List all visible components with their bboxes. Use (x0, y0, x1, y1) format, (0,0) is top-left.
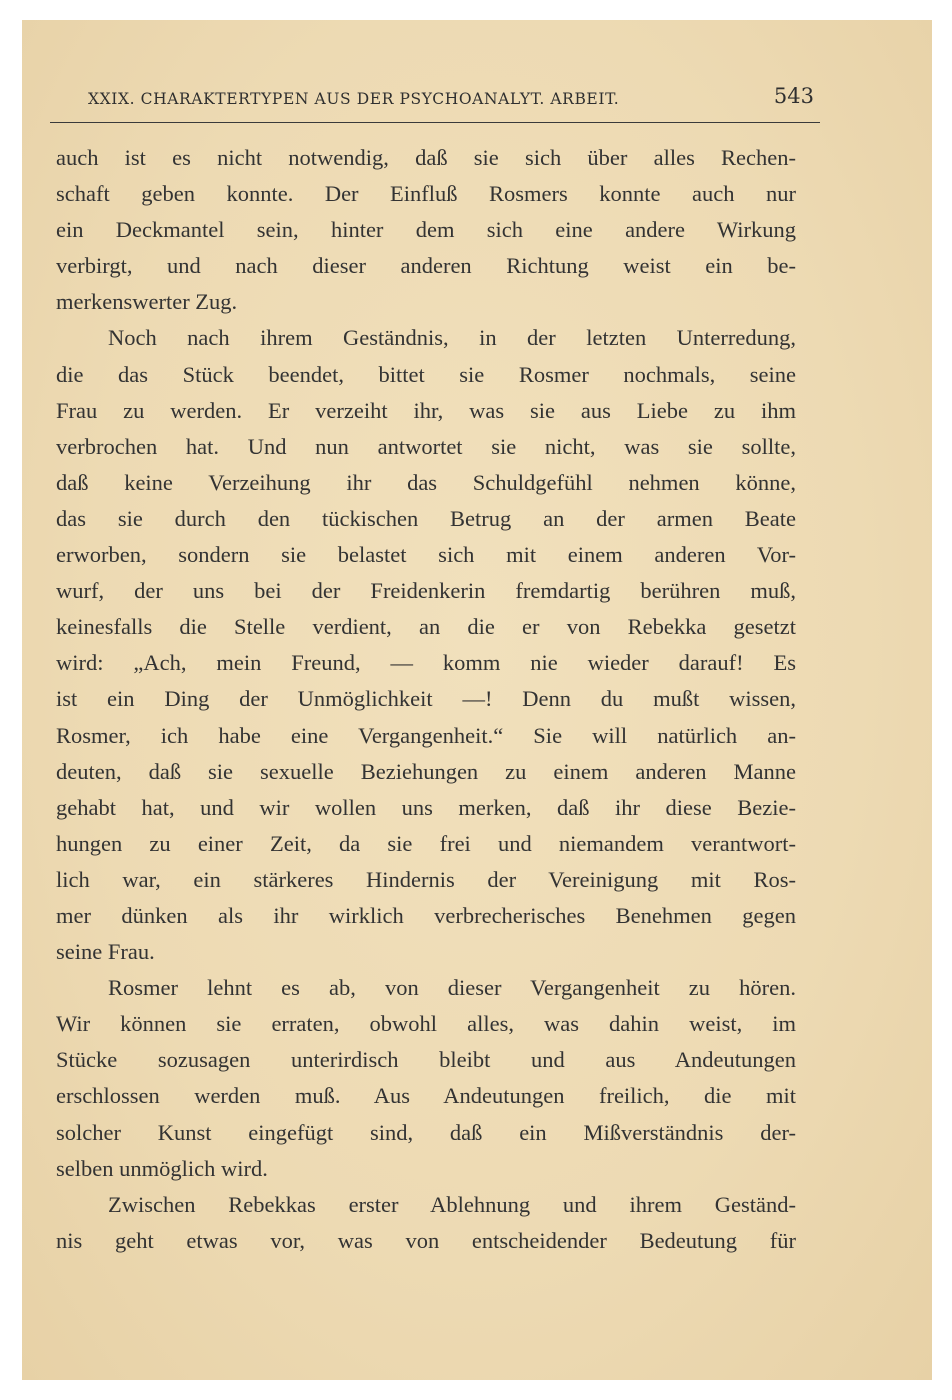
text-line: ist ein Ding der Unmöglichkeit —! Denn du mußt wissen, (56, 686, 796, 712)
text-line: das sie durch den tückischen Betrug an der armen Beate (56, 505, 796, 531)
paragraph-3 (56, 970, 796, 1187)
text-line: gehabt hat, und wir wollen uns merken, daß ihr diese Bezie- (56, 794, 796, 820)
text-line: verbirgt, und nach dieser anderen Richtung weist ein be- (56, 253, 796, 279)
paragraph-1 (56, 140, 796, 320)
page-header (50, 82, 820, 123)
text-line: merkenswerter Zug. (56, 289, 238, 315)
text-line: lich war, ein stärkeres Hindernis der Vereinigung mit Ros- (56, 866, 796, 892)
text-line: auch ist es nicht notwendig, daß sie sich über alles Rechen- (56, 145, 796, 170)
text-line: keinesfalls die Stelle verdient, an die er von Rebekka gesetzt (56, 614, 796, 640)
text-line: Rosmer lehnt es ab, von dieser Vergangenheit zu hören. (108, 975, 796, 1001)
paragraph-2 (56, 320, 796, 970)
paragraph-4 (56, 1187, 796, 1259)
text-line: hungen zu einer Zeit, da sie frei und niemandem verantwort- (56, 830, 796, 856)
text-line: die das Stück beendet, bittet sie Rosmer nochmals, seine (56, 361, 796, 387)
text-line: verbrochen hat. Und nun antwortet sie nicht, was sie sollte, (56, 433, 796, 459)
text-line: Wir können sie erraten, obwohl alles, was dahin weist, im (56, 1011, 796, 1037)
text-line: erschlossen werden muß. Aus Andeutungen freilich, die mit (56, 1083, 796, 1109)
page-number: 543 (773, 84, 814, 108)
text-line: Rosmer, ich habe eine Vergangenheit.“ Sie will natürlich an- (56, 722, 796, 748)
text-line: wurf, der uns bei der Freidenkerin fremdartig berühren muß, (56, 578, 796, 604)
text-line: wird: „Ach, mein Freund, — komm nie wieder darauf! Es (56, 650, 796, 676)
text-line: Zwischen Rebekkas erster Ablehnung und ihrem Geständ- (108, 1191, 796, 1217)
text-line: mer dünken als ihr wirklich verbrecherisches Benehmen gegen (56, 902, 796, 928)
body-text (56, 140, 796, 1259)
running-head: XXIX. CHARAKTERTYPEN AUS DER PSYCHOANALYT. ARBEIT. (88, 90, 620, 108)
text-line: solcher Kunst eingefügt sind, daß ein Mißverständnis der- (56, 1119, 796, 1145)
text-line: deuten, daß sie sexuelle Beziehungen zu einem anderen Manne (56, 758, 796, 784)
text-line: selben unmöglich wird. (56, 1155, 268, 1181)
text-line: ein Deckmantel sein, hinter dem sich eine andere Wirkung (56, 217, 796, 243)
text-line: Stücke sozusagen unterirdisch bleibt und aus Andeutungen (56, 1047, 796, 1073)
text-line: schaft geben konnte. Der Einfluß Rosmers konnte auch nur (56, 181, 796, 207)
text-line: daß keine Verzeihung ihr das Schuldgefühl nehmen könne, (56, 469, 796, 495)
text-line: nis geht etwas vor, was von entscheidender Bedeutung für (56, 1227, 796, 1253)
text-line: erworben, sondern sie belastet sich mit einem anderen Vor- (56, 542, 796, 568)
text-line: seine Frau. (56, 939, 155, 965)
text-line: Noch nach ihrem Geständnis, in der letzten Unterredung, (108, 325, 796, 351)
text-line: Frau zu werden. Er verzeiht ihr, was sie aus Liebe zu ihm (56, 397, 796, 423)
